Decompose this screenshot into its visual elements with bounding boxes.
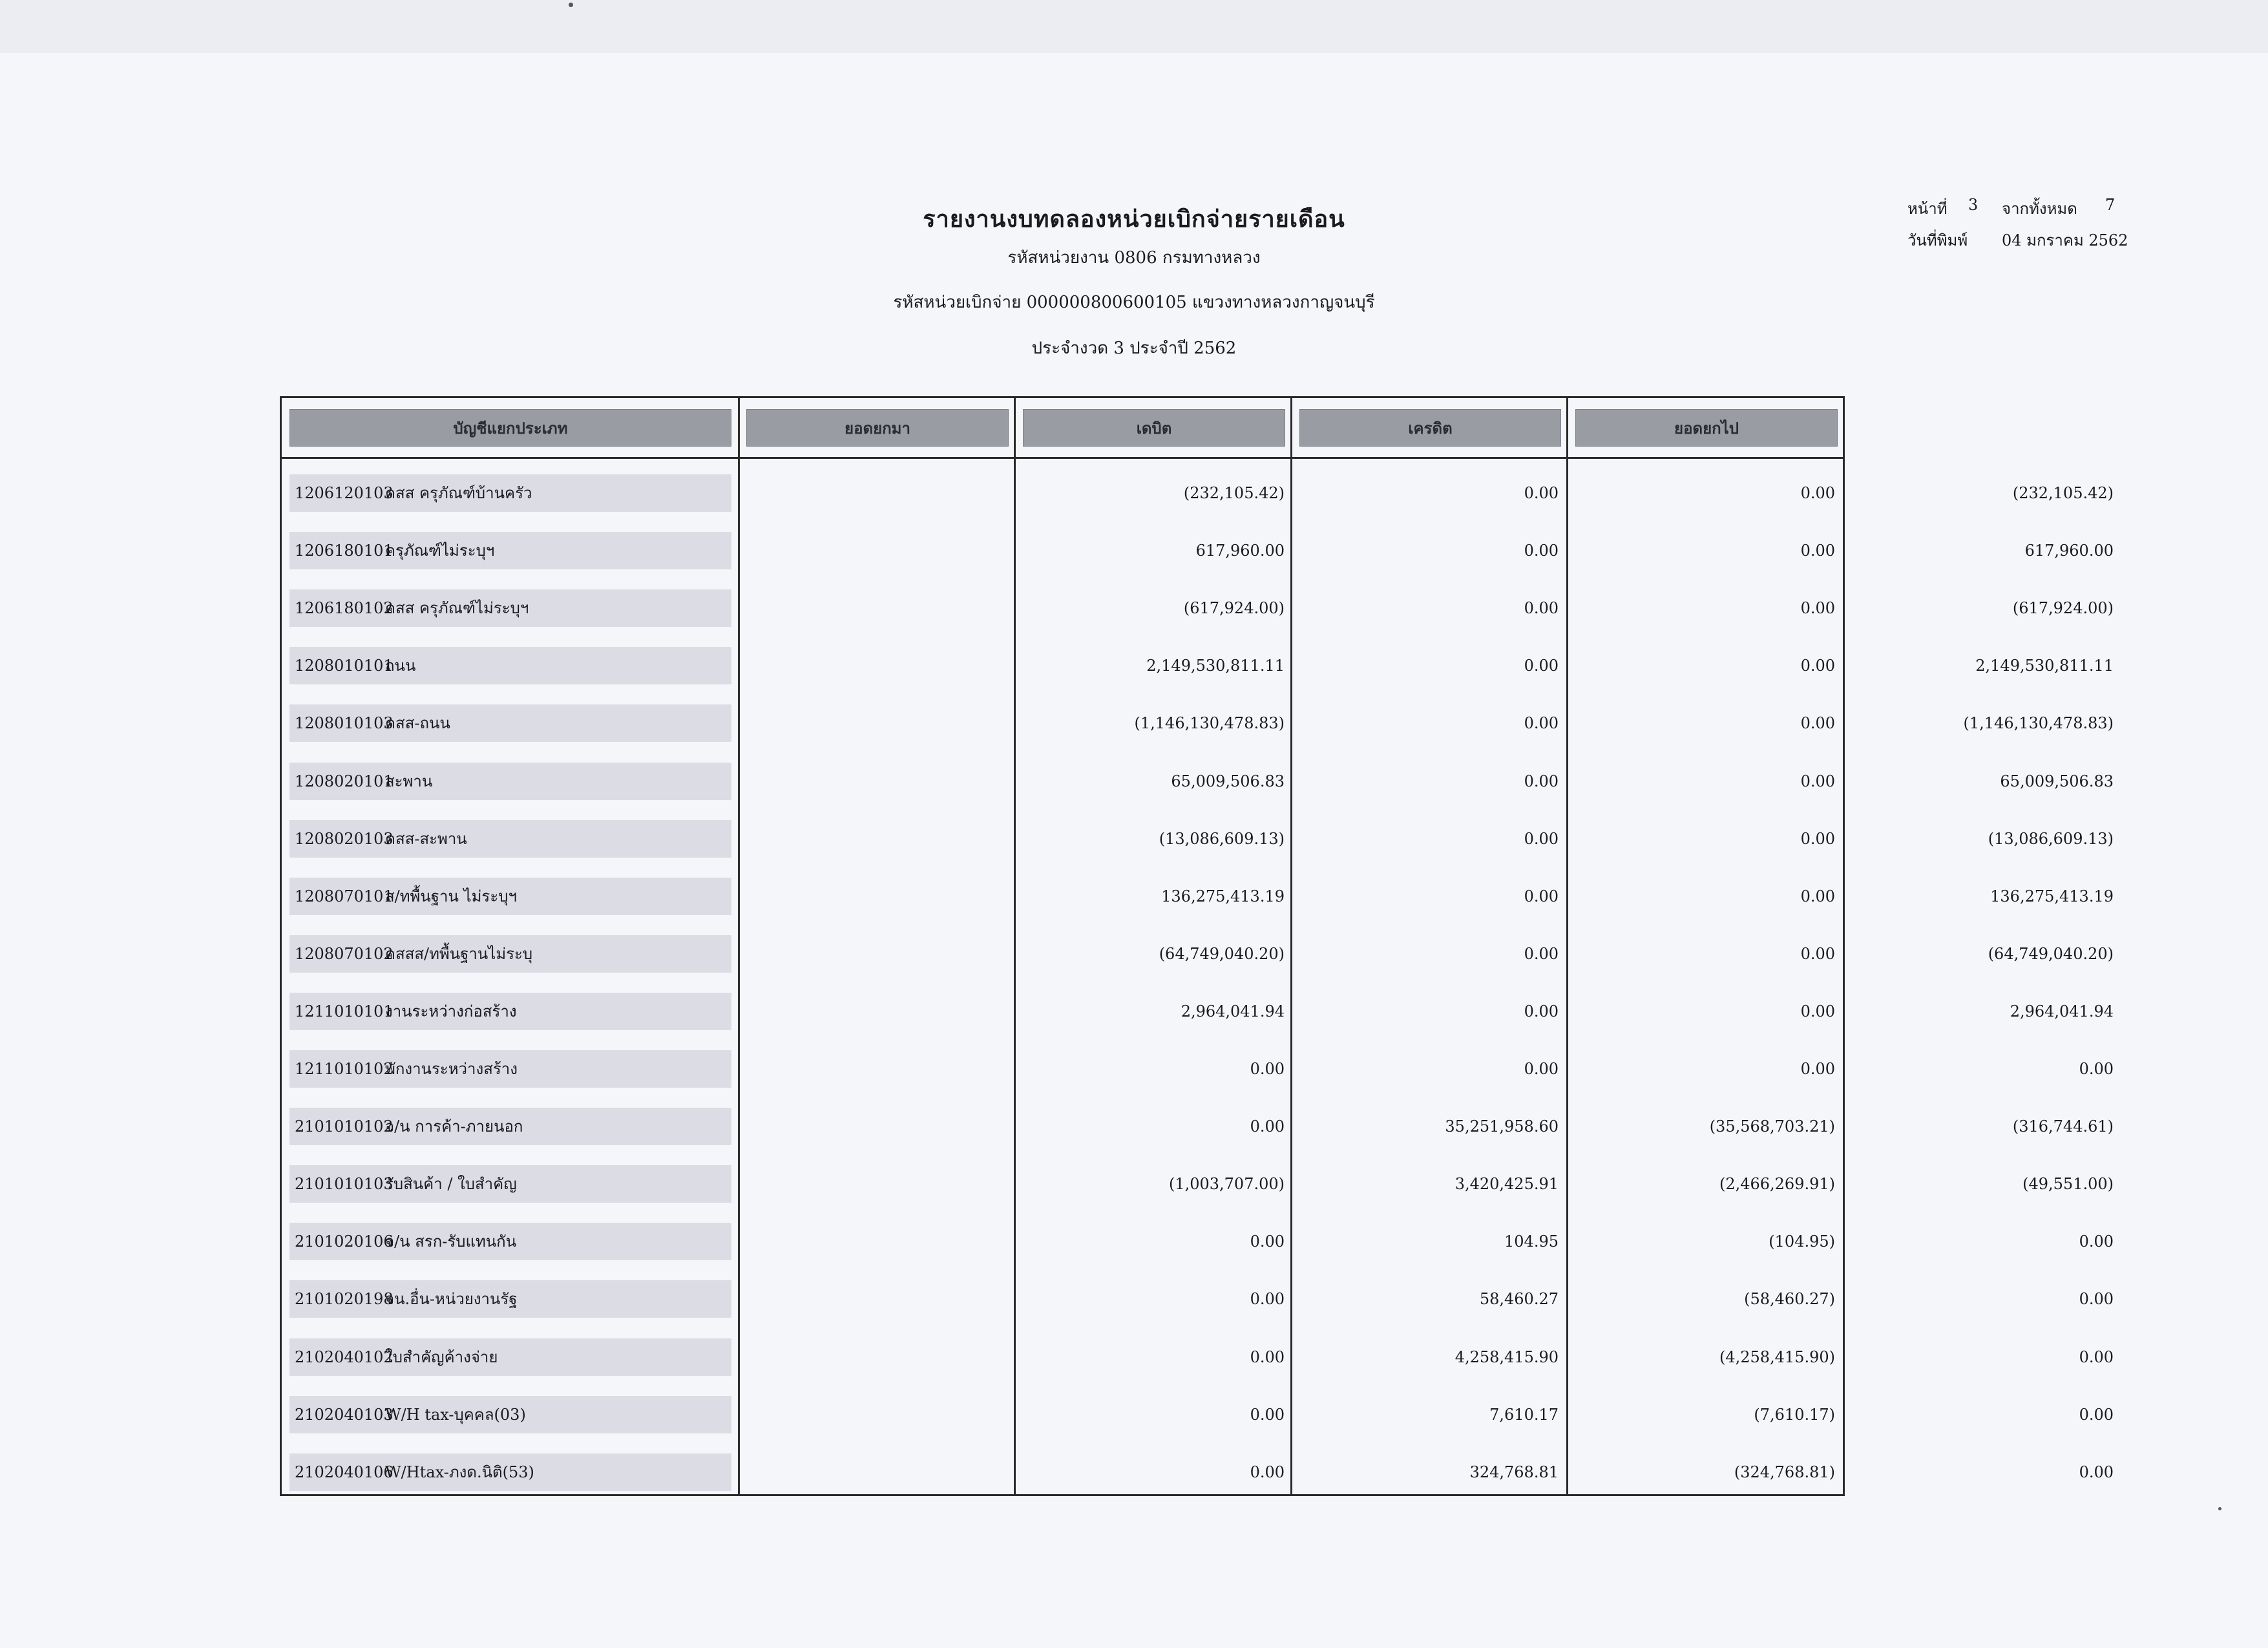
credit-value: 0.00 (1800, 944, 1835, 963)
table-row (282, 869, 2114, 926)
brought-forward-value: (1,003,707.00) (1168, 1175, 1285, 1194)
account-code: 2102040102 (295, 1347, 394, 1366)
table-row (282, 465, 2114, 523)
account-cell (289, 474, 731, 512)
total-pages: 7 (2105, 196, 2116, 214)
debit-value: 0.00 (1524, 829, 1559, 848)
table-row (282, 754, 2114, 811)
account-cell (289, 589, 731, 627)
brought-forward-value: (232,105.42) (1183, 484, 1285, 502)
carried-forward-value: 0.00 (2079, 1060, 2114, 1078)
credit-value: (104.95) (1769, 1232, 1835, 1251)
table-row (282, 638, 2114, 695)
account-cell (289, 1396, 731, 1433)
table-row (282, 580, 2114, 638)
debit-value: 0.00 (1524, 1002, 1559, 1020)
carried-forward-value: (64,749,040.20) (1988, 944, 2114, 963)
account-code: 1208010101 (295, 657, 394, 675)
brought-forward-value: 2,964,041.94 (1181, 1002, 1285, 1020)
carried-forward-value: (49,551.00) (2022, 1175, 2114, 1194)
account-name: ครุภัณฑ์ไม่ระบุฯ (385, 542, 495, 560)
account-name: คสสส/ทพื้นฐานไม่ระบุ (385, 944, 533, 963)
debit-value: 0.00 (1524, 772, 1559, 790)
debit-value: 0.00 (1524, 599, 1559, 618)
credit-value: 0.00 (1800, 542, 1835, 560)
speck (569, 3, 573, 7)
account-cell (289, 532, 731, 569)
credit-value: 0.00 (1800, 887, 1835, 905)
brought-forward-value: 0.00 (1250, 1060, 1285, 1078)
total-pages-label: จากทั้งหมด (2002, 200, 2077, 218)
account-code: 2101010103 (295, 1175, 394, 1194)
table-row (282, 1329, 2114, 1387)
brought-forward-value: 0.00 (1250, 1347, 1285, 1366)
speck (2218, 1507, 2221, 1510)
debit-value: 0.00 (1524, 887, 1559, 905)
credit-value: 0.00 (1800, 484, 1835, 502)
account-code: 2102040106 (295, 1463, 394, 1481)
brought-forward-value: (13,086,609.13) (1159, 829, 1285, 848)
header-brought-forward: ยอดยกมา (746, 409, 1009, 447)
table-row (282, 1387, 2114, 1444)
account-name: W/H tax-บุคคล(03) (385, 1405, 526, 1424)
table-row (282, 1444, 2114, 1502)
account-cell (289, 1338, 731, 1376)
account-name: จน.อื่น-หน่วยงานรัฐ (385, 1290, 518, 1309)
debit-value: 35,251,958.60 (1445, 1117, 1559, 1136)
account-code: 1206120103 (295, 484, 394, 502)
account-code: 1208070102 (295, 944, 394, 963)
brought-forward-value: 0.00 (1250, 1117, 1285, 1136)
account-code: 1208020101 (295, 772, 394, 790)
header-debit: เดบิต (1023, 409, 1285, 447)
table-row (282, 811, 2114, 869)
table-row (282, 1041, 2114, 1099)
account-code: 1211010101 (295, 1002, 394, 1020)
debit-value: 0.00 (1524, 944, 1559, 963)
brought-forward-value: (64,749,040.20) (1159, 944, 1285, 963)
account-code: 1208010103 (295, 714, 394, 733)
credit-value: 0.00 (1800, 1002, 1835, 1020)
trial-balance-table (280, 396, 2114, 1496)
page-number: 3 (1968, 196, 1979, 214)
carried-forward-value: (316,744.61) (2012, 1117, 2114, 1136)
account-cell (289, 1165, 731, 1203)
header-carried-forward: ยอดยกไป (1575, 409, 1838, 447)
credit-value: (4,258,415.90) (1719, 1347, 1835, 1366)
agency-line: รหัสหน่วยงาน 0806 กรมทางหลวง (1007, 248, 1261, 268)
credit-value: 0.00 (1800, 1060, 1835, 1078)
account-name: จ/น การค้า-ภายนอก (385, 1117, 523, 1136)
print-date: 04 มกราคม 2562 (2002, 231, 2128, 249)
account-code: 1206180101 (295, 542, 394, 560)
account-name: W/Htax-ภงด.นิติ(53) (385, 1463, 534, 1481)
debit-value: 0.00 (1524, 542, 1559, 560)
account-name: สะพาน (385, 772, 433, 790)
credit-value: (35,568,703.21) (1709, 1117, 1835, 1136)
brought-forward-value: (1,146,130,478.83) (1134, 714, 1285, 733)
table-row (282, 695, 2114, 753)
carried-forward-value: (13,086,609.13) (1988, 829, 2114, 848)
account-cell (289, 878, 731, 915)
debit-value: 0.00 (1524, 484, 1559, 502)
account-cell (289, 1050, 731, 1088)
carried-forward-value: 0.00 (2079, 1232, 2114, 1251)
carried-forward-value: 65,009,506.83 (2000, 772, 2114, 790)
carried-forward-value: (1,146,130,478.83) (1963, 714, 2114, 733)
table-row (282, 1099, 2114, 1156)
account-code: 2101020198 (295, 1290, 394, 1309)
header-credit: เครดิต (1299, 409, 1561, 447)
brought-forward-value: 65,009,506.83 (1171, 772, 1285, 790)
account-code: 1208070101 (295, 887, 394, 905)
carried-forward-value: 136,275,413.19 (1990, 887, 2114, 905)
account-cell (289, 1223, 731, 1260)
table-row (282, 984, 2114, 1041)
account-cell (289, 647, 731, 684)
account-cell (289, 1280, 731, 1318)
account-name: ถนน (385, 657, 416, 675)
account-code: 1206180102 (295, 599, 394, 618)
debit-value: 104.95 (1504, 1232, 1559, 1251)
debit-value: 4,258,415.90 (1454, 1347, 1559, 1366)
credit-value: 0.00 (1800, 714, 1835, 733)
table-row (282, 1156, 2114, 1214)
table-row (282, 1271, 2114, 1329)
carried-forward-value: 0.00 (2079, 1290, 2114, 1309)
page-label: หน้าที่ (1907, 200, 1948, 218)
carried-forward-value: 2,149,530,811.11 (1975, 657, 2114, 675)
credit-value: (324,768.81) (1734, 1463, 1835, 1481)
brought-forward-value: 136,275,413.19 (1161, 887, 1285, 905)
account-code: 1208020103 (295, 829, 394, 848)
credit-value: 0.00 (1800, 599, 1835, 618)
account-name: คสส-ถนน (385, 714, 450, 733)
table-row (282, 523, 2114, 580)
debit-value: 7,610.17 (1489, 1405, 1559, 1424)
credit-value: (2,466,269.91) (1719, 1175, 1835, 1194)
table-row (282, 1214, 2114, 1271)
credit-value: 0.00 (1800, 829, 1835, 848)
account-name: คสส ครุภัณฑ์บ้านครัว (385, 484, 532, 502)
account-cell (289, 763, 731, 800)
account-cell (289, 704, 731, 742)
brought-forward-value: 0.00 (1250, 1290, 1285, 1309)
debit-value: 58,460.27 (1479, 1290, 1559, 1309)
debit-value: 0.00 (1524, 1060, 1559, 1078)
account-name: รับสินค้า / ใบสำคัญ (385, 1175, 517, 1194)
brought-forward-value: 2,149,530,811.11 (1146, 657, 1285, 675)
debit-value: 3,420,425.91 (1454, 1175, 1559, 1194)
carried-forward-value: 0.00 (2079, 1463, 2114, 1481)
credit-value: (58,460.27) (1744, 1290, 1835, 1309)
account-name: คสส-สะพาน (385, 829, 467, 848)
credit-value: 0.00 (1800, 772, 1835, 790)
account-cell (289, 820, 731, 858)
header-account: บัญชีแยกประเภท (289, 409, 731, 447)
print-date-label: วันที่พิมพ์ (1907, 231, 1968, 249)
account-code: 2102040103 (295, 1405, 394, 1424)
account-name: จ/น สรก-รับแทนกัน (385, 1232, 517, 1251)
period-line: ประจำงวด 3 ประจำปี 2562 (1031, 339, 1237, 358)
brought-forward-value: (617,924.00) (1183, 599, 1285, 618)
carried-forward-value: 617,960.00 (2024, 542, 2114, 560)
credit-value: 0.00 (1800, 657, 1835, 675)
account-cell (289, 1108, 731, 1145)
report-title: รายงานงบทดลองหน่วยเบิกจ่ายรายเดือน (923, 206, 1345, 233)
carried-forward-value: 0.00 (2079, 1405, 2114, 1424)
account-cell (289, 935, 731, 973)
account-cell (289, 1453, 731, 1491)
account-code: 2101010102 (295, 1117, 394, 1136)
account-name: ใบสำคัญค้างจ่าย (385, 1347, 498, 1366)
brought-forward-value: 0.00 (1250, 1232, 1285, 1251)
carried-forward-value: (617,924.00) (2012, 599, 2114, 618)
carried-forward-value: (232,105.42) (2012, 484, 2114, 502)
account-name: พักงานระหว่างสร้าง (385, 1060, 518, 1078)
account-name: ส/ทพื้นฐาน ไม่ระบุฯ (385, 887, 517, 905)
disbursement-unit-line: รหัสหน่วยเบิกจ่าย 000000800600105 แขวงทางหลวงกาญจนบุรี (893, 293, 1375, 312)
carried-forward-value: 2,964,041.94 (2010, 1002, 2114, 1020)
account-cell (289, 993, 731, 1030)
credit-value: (7,610.17) (1754, 1405, 1835, 1424)
account-name: งานระหว่างก่อสร้าง (385, 1002, 517, 1020)
debit-value: 0.00 (1524, 714, 1559, 733)
brought-forward-value: 0.00 (1250, 1463, 1285, 1481)
carried-forward-value: 0.00 (2079, 1347, 2114, 1366)
debit-value: 0.00 (1524, 657, 1559, 675)
header-divider (282, 457, 1843, 459)
account-code: 2101020106 (295, 1232, 394, 1251)
brought-forward-value: 0.00 (1250, 1405, 1285, 1424)
brought-forward-value: 617,960.00 (1195, 542, 1285, 560)
debit-value: 324,768.81 (1469, 1463, 1559, 1481)
account-code: 1211010102 (295, 1060, 394, 1078)
table-row (282, 926, 2114, 984)
account-name: คสส ครุภัณฑ์ไม่ระบุฯ (385, 599, 529, 618)
